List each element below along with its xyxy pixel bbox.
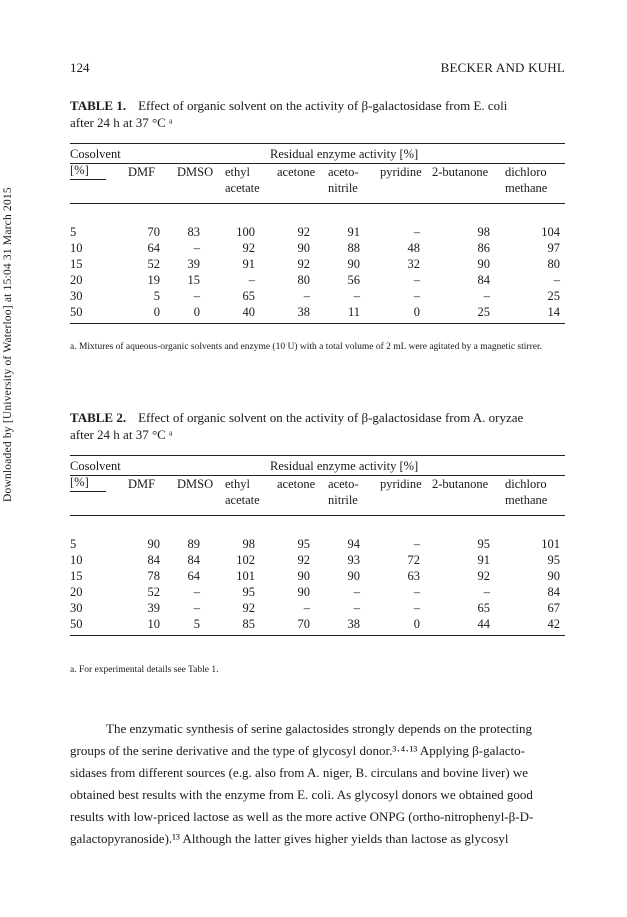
table1-cell: 0: [153, 305, 160, 319]
table1-cell: 40: [242, 305, 255, 319]
table2-caption-line2: after 24 h at 37 °C ᵃ: [70, 427, 173, 442]
table1-cell: 91: [242, 257, 255, 271]
table2-cell: –: [353, 585, 360, 599]
table2-cell: 52: [147, 585, 160, 599]
table1-caption-line2: after 24 h at 37 °C ᵃ: [70, 115, 173, 130]
table2-top-rule: [70, 455, 565, 456]
table2-row-label: 20: [70, 585, 83, 599]
table2-activity-header: Residual enzyme activity [%]: [270, 459, 419, 473]
table1-row-label: 30: [70, 289, 83, 303]
table2-cell: –: [413, 537, 420, 551]
table1-cell: 90: [297, 241, 310, 255]
body-line: obtained best results with the enzyme from E. coli. As glycosyl donors we obtained good: [70, 787, 533, 802]
table1-solvent-header: aceto-: [328, 165, 359, 179]
table2-row-label: 10: [70, 553, 83, 567]
table1-cell: 48: [407, 241, 420, 255]
table2-cell: 90: [147, 537, 160, 551]
table1-bottom-rule: [70, 323, 565, 324]
table2-cell: 95: [547, 553, 560, 567]
table2-solvent-header: 2-butanone: [432, 477, 489, 491]
table2-cell: –: [353, 601, 360, 615]
table1-row-label: 50: [70, 305, 83, 319]
table2-left-underline: [70, 491, 106, 492]
table1-cell: 0: [193, 305, 200, 319]
table2-cell: 89: [187, 537, 200, 551]
table1-cell: 80: [297, 273, 310, 287]
table2-cell: –: [413, 601, 420, 615]
table1-cell: 97: [547, 241, 560, 255]
download-watermark: Downloaded by [University of Waterloo] at 15:04 31 March 2015: [2, 187, 14, 503]
table1-solvent-header: pyridine: [380, 165, 422, 179]
table1-cell: 11: [347, 305, 360, 319]
table2-cell: 39: [147, 601, 160, 615]
table1-cell: 64: [147, 241, 160, 255]
table2-cell: –: [193, 585, 200, 599]
table1-label: TABLE 1.: [70, 98, 127, 113]
table1-cell: 14: [547, 305, 560, 319]
table1-cell: 88: [347, 241, 360, 255]
table1-cell: –: [353, 289, 360, 303]
table2-cell: 92: [297, 553, 310, 567]
table1-cell: 39: [187, 257, 200, 271]
table1-cell: 0: [413, 305, 420, 319]
table1-solvent-header: dichloro: [505, 165, 547, 179]
table2-cell: 64: [187, 569, 200, 583]
table1-cell: 90: [347, 257, 360, 271]
table2-cell: 95: [477, 537, 490, 551]
table2-bottom-rule: [70, 635, 565, 636]
table1-cell: –: [553, 273, 560, 287]
table1-cell: 65: [242, 289, 255, 303]
table2-cell: 98: [242, 537, 255, 551]
body-line: groups of the serine derivative and the type of glycosyl donor.³·⁴·¹³ Applying β-galacto-: [70, 743, 525, 758]
table2-cell: 95: [242, 585, 255, 599]
table1-cell: –: [193, 241, 200, 255]
table1-solvent-header: DMF: [128, 165, 156, 179]
table2-cell: 92: [477, 569, 490, 583]
table1-cell: 84: [477, 273, 490, 287]
table1-cell: 92: [297, 257, 310, 271]
table2-cell: 78: [147, 569, 160, 583]
table2-cell: 5: [193, 617, 200, 631]
table2-caption: [70, 409, 570, 443]
table1-cell: 25: [547, 289, 560, 303]
table2-solvent-header: ethyl: [225, 477, 250, 491]
table1-row-label: 20: [70, 273, 83, 287]
table1-top-rule: [70, 143, 565, 144]
table2-row-label: 5: [70, 537, 77, 551]
page-number: 124: [70, 60, 90, 75]
table1-left-underline: [70, 179, 106, 180]
table1-cell: 38: [297, 305, 310, 319]
table1-cell: 83: [187, 225, 200, 239]
table1-cell: 52: [147, 257, 160, 271]
table1-activity-header: Residual enzyme activity [%]: [270, 147, 419, 161]
table1-cell: –: [483, 289, 490, 303]
table2-cosolvent-unit: [%]: [70, 475, 89, 489]
table1-header-rule: [70, 163, 565, 164]
table1-solvent-header-line2: methane: [505, 181, 548, 195]
table2-cell: 90: [297, 569, 310, 583]
table1-cell: 91: [347, 225, 360, 239]
table2-cell: 102: [236, 553, 255, 567]
table1-cell: 70: [147, 225, 160, 239]
body-line: galactopyranoside).¹³ Although the latter gives higher yields than lactose as glycosyl: [70, 831, 509, 846]
table1-cell: 32: [407, 257, 420, 271]
table2-cell: 72: [407, 553, 420, 567]
table1-solvent-header: 2-butanone: [432, 165, 489, 179]
table1-solvent-header: ethyl: [225, 165, 250, 179]
table1-cosolvent-header: Cosolvent: [70, 147, 121, 161]
table2-cell: 42: [547, 617, 560, 631]
table2-label: TABLE 2.: [70, 410, 127, 425]
table2-header-rule: [70, 475, 565, 476]
table2-cell: 91: [477, 553, 490, 567]
table1-solvent-header: acetone: [277, 165, 316, 179]
table2-cell: –: [483, 585, 490, 599]
table1-solvent-header: DMSO: [177, 165, 214, 179]
table2-cell: 84: [147, 553, 160, 567]
table2-cell: –: [193, 601, 200, 615]
body-line: sidases from different sources (e.g. also from A. niger, B. circulans and bovine liver) we: [70, 765, 529, 780]
table1-cell: 86: [477, 241, 490, 255]
table2-cell: 84: [187, 553, 200, 567]
table2-solvent-header-line2: methane: [505, 493, 548, 507]
table1-cell: 98: [477, 225, 490, 239]
table1-cell: 104: [541, 225, 560, 239]
table2-solvent-header: aceto-: [328, 477, 359, 491]
table2-solvent-header: acetone: [277, 477, 316, 491]
table1-cell: 56: [347, 273, 360, 287]
table1-cosolvent-unit: [%]: [70, 163, 89, 177]
table2-cell: 70: [297, 617, 310, 631]
table1-cell: 100: [236, 225, 255, 239]
table2-cell: 101: [541, 537, 560, 551]
table2-cell: 44: [477, 617, 490, 631]
table1-cell: –: [413, 225, 420, 239]
table2-cell: 90: [547, 569, 560, 583]
table2-solvent-header: dichloro: [505, 477, 547, 491]
table2-cell: 84: [547, 585, 560, 599]
table2-solvent-header: DMSO: [177, 477, 214, 491]
table2-cell: 90: [297, 585, 310, 599]
table1-row-label: 5: [70, 225, 77, 239]
table1-cell: –: [413, 273, 420, 287]
table2-caption-line1: Effect of organic solvent on the activity of β-galactosidase from A. oryzae: [138, 410, 524, 425]
table2-cell: 90: [347, 569, 360, 583]
table1-cell: –: [303, 289, 310, 303]
table1-caption: [70, 97, 570, 131]
body-line: results with low-priced lactose as well as the more active ONPG (ortho-nitrophenyl-β-D-: [70, 809, 534, 824]
table1-row-label: 15: [70, 257, 83, 271]
table1-row-label: 10: [70, 241, 83, 255]
body-paragraph: [70, 718, 565, 850]
table2-cell: 65: [477, 601, 490, 615]
table2-cell: 85: [242, 617, 255, 631]
table2-cell: 92: [242, 601, 255, 615]
table1-cell: –: [248, 273, 255, 287]
table1-cell: 25: [477, 305, 490, 319]
table2-row-label: 50: [70, 617, 83, 631]
table2-cosolvent-header: Cosolvent: [70, 459, 121, 473]
table1-cell: 15: [187, 273, 200, 287]
table2-cell: –: [413, 585, 420, 599]
table2-row-label: 15: [70, 569, 83, 583]
table2-solvent-header: pyridine: [380, 477, 422, 491]
table1-footnote: a. Mixtures of aqueous-organic solvents and enzyme (10 U) with a total volume of 2 mL were agitated by a magnetic stirrer.: [70, 342, 542, 352]
table1-solvent-header-line2: nitrile: [328, 181, 358, 195]
table1-caption-line1: Effect of organic solvent on the activity of β-galactosidase from E. coli: [138, 98, 508, 113]
table2-cell: 38: [347, 617, 360, 631]
body-line: The enzymatic synthesis of serine galactosides strongly depends on the protecting: [106, 721, 532, 736]
table2-cell: 63: [407, 569, 420, 583]
table2-row-label: 30: [70, 601, 83, 615]
table2-cell: 95: [297, 537, 310, 551]
table1-subheader-rule: [70, 203, 565, 204]
table2-cell: 0: [413, 617, 420, 631]
table2-footnote: a. For experimental details see Table 1.: [70, 665, 219, 675]
table2-cell: 10: [147, 617, 160, 631]
table1-cell: –: [413, 289, 420, 303]
table2-cell: 94: [347, 537, 360, 551]
table1-cell: 92: [242, 241, 255, 255]
table1-cell: –: [193, 289, 200, 303]
table2-solvent-header: DMF: [128, 477, 156, 491]
table1: [70, 143, 565, 333]
table2-cell: –: [303, 601, 310, 615]
table2-cell: 93: [347, 553, 360, 567]
running-title: BECKER AND KUHL: [440, 60, 565, 75]
table2-solvent-header-line2: acetate: [225, 493, 260, 507]
table2-cell: 67: [547, 601, 560, 615]
table2: [70, 455, 565, 645]
table1-cell: 92: [297, 225, 310, 239]
table2-cell: 101: [236, 569, 255, 583]
table2-solvent-header-line2: nitrile: [328, 493, 358, 507]
table2-subheader-rule: [70, 515, 565, 516]
table1-cell: 5: [153, 289, 160, 303]
table1-cell: 19: [147, 273, 160, 287]
table1-solvent-header-line2: acetate: [225, 181, 260, 195]
table1-cell: 90: [477, 257, 490, 271]
table1-cell: 80: [547, 257, 560, 271]
